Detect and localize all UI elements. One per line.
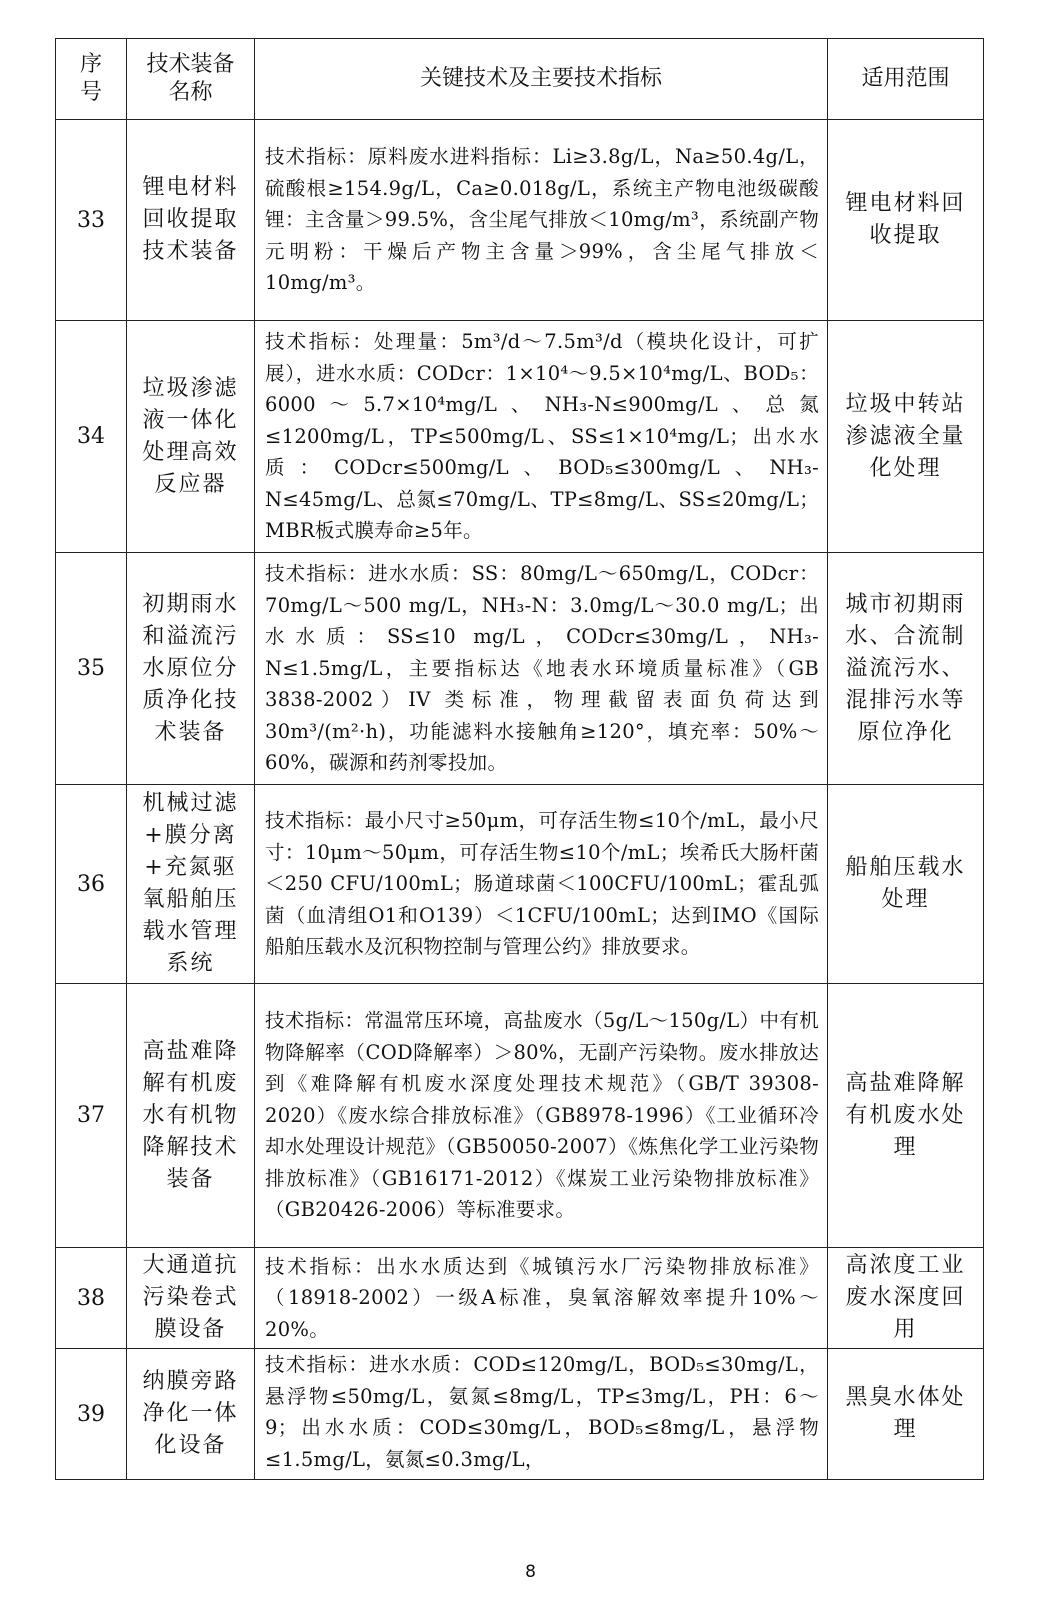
row-scope: 船舶压载水处理 [828, 785, 984, 984]
row-num: 38 [56, 1248, 127, 1349]
row-spec: 技术指标：进水水质：SS：80mg/L～650mg/L，CODcr：70mg/L～500 mg/L，NH₃-N：3.0mg/L～30.0 mg/L；出水水质：SS≤10 mg/L，CODcr≤30mg/L，NH₃-N≤1.5mg/L，主要指标达《地表水环境质量标准》（GB 3838-2002）IV 类标准，物理截留表面负荷达到30m³/(m²·h)，功能滤料水接触角≥120°，填充率：50%～60%，碳源和药剂零投加。 [255, 553, 828, 785]
table-header-row [56, 39, 984, 120]
table-row [56, 1349, 984, 1480]
row-name: 纳膜旁路净化一体化设备 [127, 1349, 255, 1480]
row-spec: 技术指标：处理量：5m³/d～7.5m³/d（模块化设计，可扩展），进水水质：CODcr：1×10⁴～9.5×10⁴mg/L、BOD₅：6000～5.7×10⁴mg/L、NH₃-N≤900mg/L、总氮≤1200mg/L，TP≤500mg/L、SS≤1×10⁴mg/L；出水水质：CODcr≤500mg/L、BOD₅≤300mg/L、NH₃-N≤45mg/L、总氮≤70mg/L、TP≤8mg/L、SS≤20mg/L；MBR板式膜寿命≥5年。 [255, 321, 828, 553]
table-row [56, 321, 984, 553]
page-number: 8 [525, 1562, 536, 1582]
row-num: 36 [56, 785, 127, 984]
row-scope: 高盐难降解有机废水处理 [828, 984, 984, 1248]
row-num: 39 [56, 1349, 127, 1480]
row-name: 垃圾渗滤液一体化处理高效反应器 [127, 321, 255, 553]
row-num: 34 [56, 321, 127, 553]
row-num: 37 [56, 984, 127, 1248]
header-num: 序号 [56, 39, 127, 120]
row-name: 机械过滤+膜分离+充氮驱氧船舶压载水管理系统 [127, 785, 255, 984]
row-spec: 技术指标：常温常压环境，高盐废水（5g/L～150g/L）中有机物降解率（COD降解率）＞80%，无副产污染物。废水排放达到《难降解有机废水深度处理技术规范》（GB/T 39308-2020）《废水综合排放标准》（GB8978-1996）《工业循环冷却水处理设计规范》（GB50050-2007）《炼焦化学工业污染物排放标准》（GB16171-2012）《煤炭工业污染物排放标准》（GB20426-2006）等标准要求。 [255, 984, 828, 1248]
row-scope: 黑臭水体处理 [828, 1349, 984, 1480]
header-scope: 适用范围 [828, 39, 984, 120]
row-spec: 技术指标：原料废水进料指标：Li≥3.8g/L，Na≥50.4g/L，硫酸根≥154.9g/L，Ca≥0.018g/L，系统主产物电池级碳酸锂：主含量＞99.5%，含尘尾气排放＜10mg/m³，系统副产物元明粉：干燥后产物主含量＞99%，含尘尾气排放＜10mg/m³。 [255, 120, 828, 321]
row-spec-cell [255, 1349, 828, 1480]
row-scope: 城市初期雨水、合流制溢流污水、混排污水等原位净化 [828, 553, 984, 785]
row-name: 大通道抗污染卷式膜设备 [127, 1248, 255, 1349]
equipment-table [55, 38, 984, 1480]
row-spec: 技术指标：出水水质达到《城镇污水厂污染物排放标准》（18918-2002）一级A标准，臭氧溶解效率提升10%～20%。 [255, 1248, 828, 1349]
row-num: 33 [56, 120, 127, 321]
table-row [56, 785, 984, 984]
row-scope: 锂电材料回收提取 [828, 120, 984, 321]
table-row [56, 1248, 984, 1349]
row-scope: 高浓度工业废水深度回用 [828, 1248, 984, 1349]
table-row [56, 553, 984, 785]
row-name: 锂电材料回收提取技术装备 [127, 120, 255, 321]
header-name: 技术装备名称 [127, 39, 255, 120]
table-row [56, 120, 984, 321]
row-num: 35 [56, 553, 127, 785]
header-spec: 关键技术及主要技术指标 [255, 39, 828, 120]
table-row [56, 984, 984, 1248]
row-spec: 技术指标：最小尺寸≥50μm，可存活生物≤10个/mL，最小尺寸：10μm～50μm，可存活生物≤10个/mL；埃希氏大肠杆菌＜250 CFU/100mL；肠道球菌＜100CFU/100mL；霍乱弧菌（血清组O1和O139）＜1CFU/100mL；达到IMO《国际船舶压载水及沉积物控制与管理公约》排放要求。 [255, 785, 828, 984]
row-name: 初期雨水和溢流污水原位分质净化技术装备 [127, 553, 255, 785]
row-spec: 技术指标：进水水质：COD≤120mg/L，BOD₅≤30mg/L，悬浮物≤50mg/L，氨氮≤8mg/L，TP≤3mg/L，PH：6～9；出水水质：COD≤30mg/L，BOD₅≤8mg/L，悬浮物≤1.5mg/L，氨氮≤0.3mg/L， [265, 1353, 819, 1471]
row-scope: 垃圾中转站渗滤液全量化处理 [828, 321, 984, 553]
row-name: 高盐难降解有机废水有机物降解技术装备 [127, 984, 255, 1248]
